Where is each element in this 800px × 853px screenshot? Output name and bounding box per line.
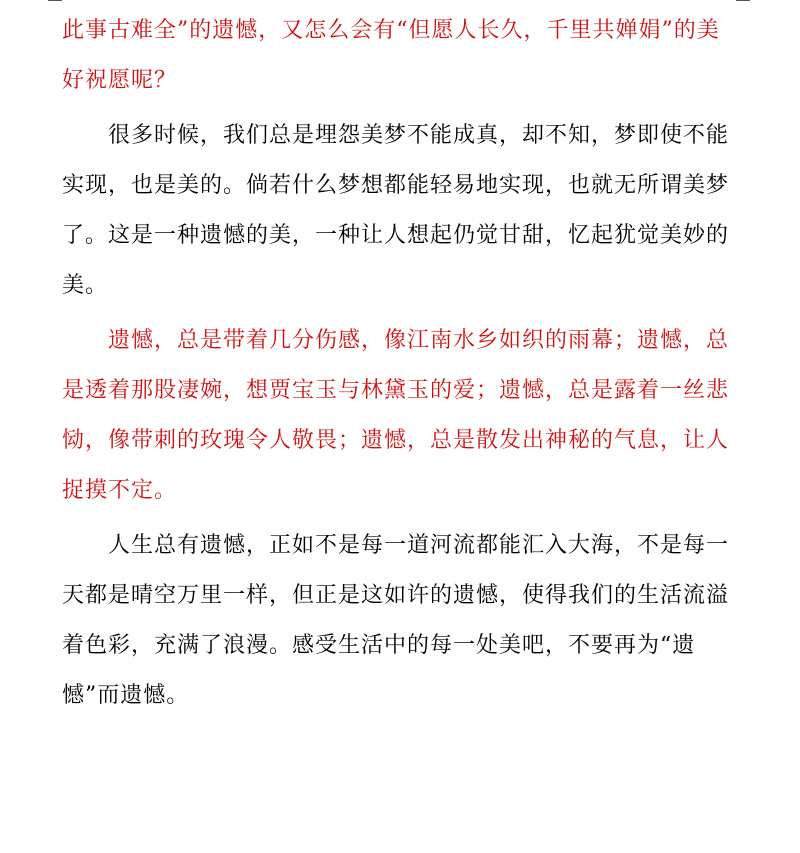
paragraph-dreams: 很多时候，我们总是埋怨美梦不能成真，却不知，梦即使不能实现，也是美的。倘若什么梦想都能轻易地实现，也就无所谓美梦了。这是一种遗憾的美，一种让人想起仍觉甘甜，忆起犹觉美妙的美。 xyxy=(62,123,730,298)
page-corner-mark-right xyxy=(736,0,750,1)
paragraph-continued-quote: 此事古难全”的遗憾，又怎么会有“但愿人长久，千里共婵娟”的美好祝愿呢？ xyxy=(62,18,720,93)
document-page xyxy=(62,6,738,721)
paragraph-conclusion: 人生总有遗憾，正如不是每一道河流都能汇入大海，不是每一天都是晴空万里一样，但正是这如许的遗憾，使得我们的生活流溢着色彩，充满了浪漫。感受生活中的每一处美吧，不要再为“遗憾”而遗憾。 xyxy=(62,533,730,708)
paragraph-regret-imagery: 遗憾，总是带着几分伤感，像江南水乡如织的雨幕；遗憾，总是透着那股凄婉，想贾宝玉与林黛玉的爱；遗憾，总是露着一丝悲恸，像带刺的玫瑰令人敬畏；遗憾，总是散发出神秘的气息，让人捉摸不定。 xyxy=(62,328,730,503)
page-corner-mark-left xyxy=(48,0,62,1)
